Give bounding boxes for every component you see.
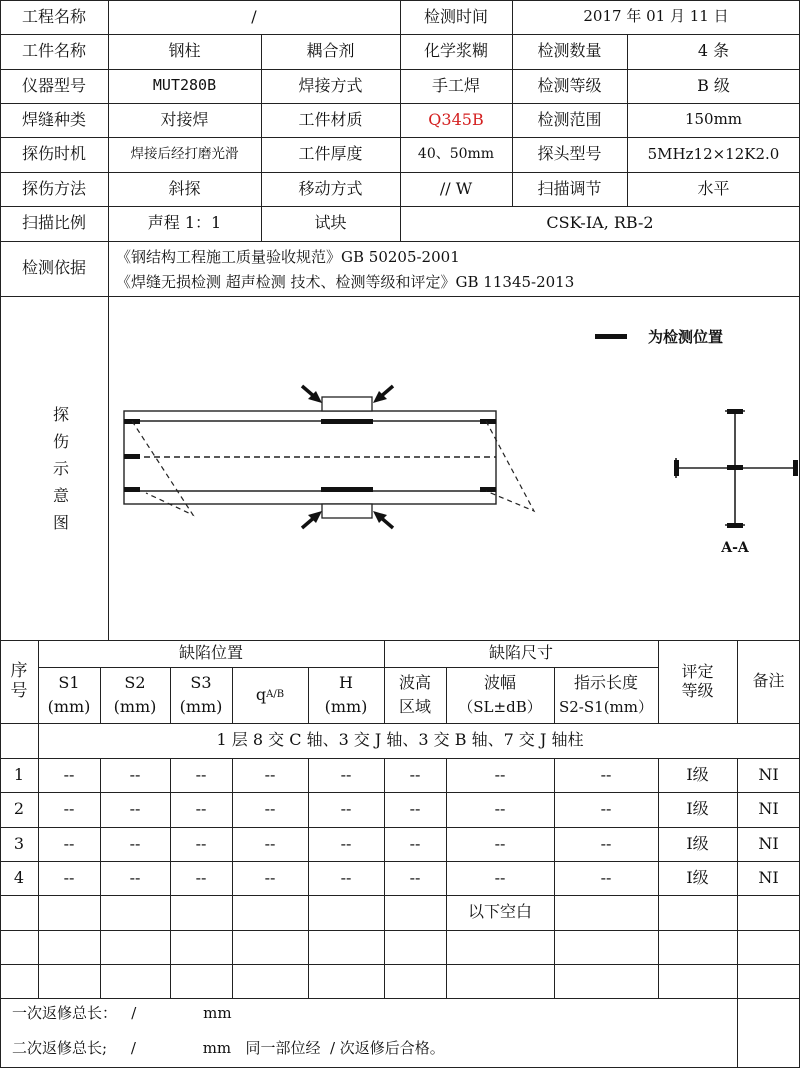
row-length: -- [600,867,612,887]
row-s1: -- [63,799,75,819]
couplant-value: 化学浆糊 [423,41,488,61]
amplitude-unit: （SL±dB） [458,697,542,716]
basis-line-2: 《焊缝无损检测 超声检测 技术、检测等级和评定》GB 11345-2013 [116,273,575,291]
row-amplitude: -- [494,764,506,784]
material-label: 工件材质 [298,109,363,129]
row-zone: -- [409,833,421,853]
workpiece-name-value: 钢柱 [168,41,201,61]
h-header [308,667,384,723]
workpiece-name-label: 工件名称 [21,41,86,61]
zone-header [384,667,446,723]
test-block-label: 试块 [314,213,347,233]
row-q: -- [264,799,276,819]
inspection-method-value: 斜探 [168,178,201,198]
test-range-label: 检测范围 [537,109,602,129]
s2-header [100,667,170,723]
row-s1: -- [63,867,75,887]
s2-unit: (mm) [113,697,157,716]
row-grade: Ⅰ级 [686,867,709,887]
instrument-model-value: MUT280B [152,76,217,95]
test-grade-label: 检测等级 [537,75,602,95]
test-range-value: 150mm [684,110,743,129]
row-h: -- [340,799,352,819]
amplitude-label: 波幅 [483,673,516,693]
s2-label: S2 [124,672,146,692]
welding-method-label: 焊接方式 [298,75,363,95]
row-s1: -- [63,833,75,853]
section-mark-top [727,409,743,414]
h-unit: (mm) [324,697,368,716]
s3-unit: (mm) [179,697,223,716]
detection-mark-left-2 [124,454,140,459]
length-label: 指示长度 [573,673,638,693]
material-value: Q345B [428,109,484,129]
scan-path-left [132,421,193,515]
basis-line-1: 《钢结构工程施工质量验收规范》GB 50205-2001 [116,248,460,266]
amplitude-header [446,667,554,723]
row-no: 2 [13,799,25,819]
scan-adjust-label: 扫描调节 [537,178,602,198]
wave-height-label: 波高 [398,672,431,692]
scan-path-right [486,421,534,511]
scan-ratio-value: 声程 1：1 [147,213,222,233]
s1-unit: (mm) [47,697,91,716]
basis-label: 检测依据 [21,258,86,278]
scan-ratio-label: 扫描比例 [21,213,86,233]
row-amplitude: -- [494,799,506,819]
s1-header [38,667,100,723]
inspection-method-label: 探伤方法 [21,178,86,198]
row-s2: -- [129,833,141,853]
section-mark-bottom [727,523,743,528]
welding-method-value: 手工焊 [431,75,480,95]
blank-note: 以下空白 [467,902,532,922]
diagram-label-char: 图 [52,513,69,532]
row-s2: -- [129,764,141,784]
row-length: -- [600,833,612,853]
row-amplitude: -- [494,867,506,887]
section-label: A-A [721,540,749,556]
test-quantity-value: 4 条 [697,41,730,61]
q-header [232,667,308,723]
section-mark-center [727,465,743,470]
q-label: q [255,684,267,704]
row-length: -- [600,799,612,819]
movement-label: 移动方式 [298,178,363,198]
row-s1: -- [63,764,75,784]
grid-line [0,964,800,965]
size-header: 缺陷尺寸 [488,643,553,663]
couplant-label: 耦合剂 [306,41,355,61]
row-h: -- [340,867,352,887]
row-h: -- [340,833,352,853]
row-no: 1 [13,764,25,784]
test-block-value: CSK-ⅠA, RB-2 [546,213,654,233]
location-note: 1 层 8 交 C 轴、3 交 J 轴、3 交 B 轴、7 交 J 轴柱 [216,730,584,750]
diagram-label-char: 探 [52,405,69,424]
row-q: -- [264,764,276,784]
row-remark: NI [758,799,779,819]
test-quantity-label: 检测数量 [537,41,602,61]
movement-value: // W [439,178,473,198]
position-header: 缺陷位置 [178,643,243,663]
grid-line [0,895,800,896]
row-remark: NI [758,867,779,887]
detection-mark-right-1 [480,419,496,424]
test-time-label: 检测时间 [423,6,488,26]
row-s3: -- [195,764,207,784]
weld-type-value: 对接焊 [160,109,209,129]
second-repair-length: 二次返修总长; / mm 同一部位经 / 次返修后合格。 [12,1039,445,1057]
row-remark: NI [758,833,779,853]
row-s2: -- [129,867,141,887]
row-grade: Ⅰ级 [686,799,709,819]
row-s3: -- [195,799,207,819]
inspection-timing-label: 探伤时机 [21,144,86,164]
row-q: -- [264,867,276,887]
s3-label: S3 [190,672,212,692]
row-q: -- [264,833,276,853]
remark-header: 备注 [752,671,785,691]
thickness-value: 40、50mm [417,146,495,163]
length-unit: S2-S1(mm） [558,697,653,716]
row-zone: -- [409,867,421,887]
grid-line [0,930,800,931]
row-zone: -- [409,799,421,819]
grid-line [0,1067,800,1068]
s3-header [170,667,232,723]
h-label: H [339,672,353,692]
section-mark-left [674,460,679,476]
inspection-timing-value: 焊接后经打磨光滑 [130,145,239,162]
grid-line [0,241,800,242]
legend-marker [595,334,627,339]
rating-header: 评定等级 [681,662,714,700]
diagram-label-char: 示 [52,459,69,478]
q-subscript: A/B [266,689,285,701]
row-no: 3 [13,833,25,853]
test-time-value: 2017 年 01 月 11 日 [583,7,729,26]
probe-block-top [322,397,372,411]
probe-block-bottom [322,504,372,518]
row-grade: Ⅰ级 [686,833,709,853]
zone-label: 区域 [398,697,431,716]
project-name-value: / [251,6,257,26]
row-h: -- [340,764,352,784]
weld-inspection-diagram [108,297,800,639]
row-s2: -- [129,799,141,819]
legend-text: 为检测位置 [648,328,724,346]
row-s3: -- [195,867,207,887]
probe-model-value: 5MHz12×12K2.0 [647,144,780,163]
thickness-label: 工件厚度 [298,144,363,164]
seq-header: 序号 [10,660,28,701]
row-s3: -- [195,833,207,853]
row-no: 4 [13,867,25,887]
weld-type-label: 焊缝种类 [21,109,86,129]
detection-mark-bottom [321,487,373,492]
probe-model-label: 探头型号 [537,144,602,164]
detection-mark-right-2 [480,487,496,492]
instrument-model-label: 仪器型号 [21,75,86,95]
s1-label: S1 [58,672,80,692]
grid-line [0,998,800,999]
length-header [554,667,658,723]
test-grade-value: B 级 [697,75,730,95]
scan-adjust-value: 水平 [697,178,730,198]
diagram-label-char: 意 [52,486,69,505]
diagram-label-char: 伤 [52,432,69,451]
row-length: -- [600,764,612,784]
first-repair-length: 一次返修总长： / mm [12,1004,232,1022]
detection-mark-left-3 [124,487,140,492]
row-zone: -- [409,764,421,784]
detection-mark-top [321,419,373,424]
row-remark: NI [758,764,779,784]
row-grade: Ⅰ级 [686,764,709,784]
row-amplitude: -- [494,833,506,853]
project-name-label: 工程名称 [21,6,86,26]
section-mark-right [793,460,798,476]
